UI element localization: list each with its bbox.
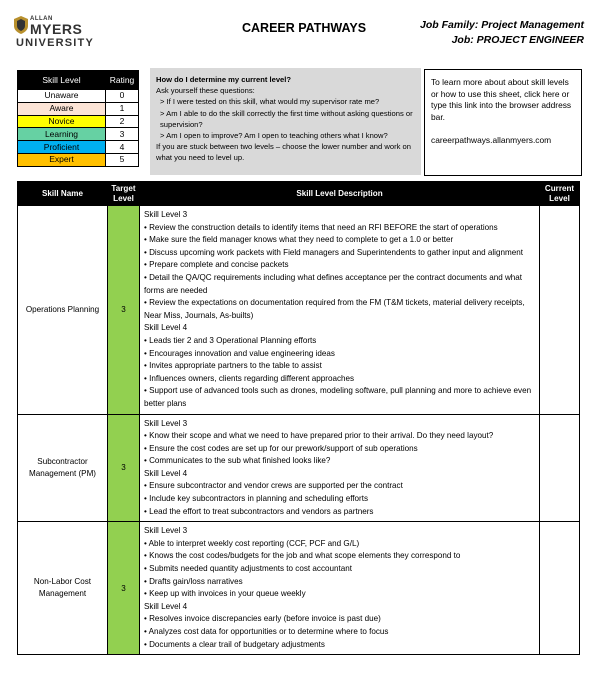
- current-level-input[interactable]: [540, 206, 580, 415]
- description-bullet: • Documents a clear trail of budgetary adjustments: [144, 639, 325, 649]
- page-header: [0, 0, 596, 58]
- description-bullet: • Discuss upcoming work packets with Field managers and Superintendents to gather input and alignment: [144, 247, 523, 257]
- description-bullet: • Keep up with invoices in your queue weekly: [144, 589, 306, 599]
- howto-line: Ask yourself these questions:: [156, 86, 255, 96]
- description-bullet: • Knows the cost codes/budgets for the job and what scope elements they correspond to: [144, 551, 461, 561]
- description-bullet: • Drafts gain/loss narratives: [144, 576, 243, 586]
- description-bullet: • Able to interpret weekly cost reporting (CCF, PCF and G/L): [144, 538, 360, 548]
- skill-level-heading: Skill Level 4: [144, 468, 188, 478]
- legend-level-rating: 2: [106, 115, 139, 128]
- job-title: Job: PROJECT ENGINEER: [451, 34, 584, 46]
- page-title: CAREER PATHWAYS: [242, 21, 367, 35]
- job-info: [420, 18, 584, 48]
- description-bullet: • Analyzes cost data for opportunities or to determine where to focus: [144, 627, 389, 636]
- legend-row: [18, 90, 139, 103]
- skill-description: [140, 414, 540, 522]
- legend-level-label: Unaware: [18, 90, 106, 103]
- legend-level-rating: 1: [106, 102, 139, 115]
- career-pathways-link[interactable]: careerpathways.allanmyers.com: [431, 135, 552, 146]
- skill-level-heading: Skill Level 3: [144, 418, 188, 428]
- current-level-input[interactable]: [540, 522, 580, 655]
- target-level: 3: [108, 414, 140, 522]
- logo-shield-icon: [14, 16, 28, 34]
- allan-myers-logo: [14, 14, 104, 50]
- table-row: [18, 522, 580, 655]
- description-bullet: • Influences owners, clients regarding different approaches: [144, 373, 355, 383]
- description-bullet: • Know their scope and what we need to have prepared prior to their arrival. Do they need layout?: [144, 431, 494, 441]
- header-description: Skill Level Description: [140, 182, 540, 206]
- description-bullet: • Support use of advanced tools such as drones, modeling software, pull planning and more to achieve even better plans: [144, 386, 532, 408]
- legend-level-label: Novice: [18, 115, 106, 128]
- current-level-input[interactable]: [540, 414, 580, 522]
- howto-question: How do I determine my current level?: [156, 75, 292, 84]
- legend-level-label: Proficient: [18, 141, 106, 154]
- table-row: [18, 206, 580, 415]
- description-bullet: • Ensure subcontractor and vendor crews are supported per the contract: [144, 481, 403, 491]
- header-current-level: Current Level: [540, 182, 580, 206]
- skill-level-heading: Skill Level 4: [144, 323, 188, 333]
- legend-row: [18, 102, 139, 115]
- legend-level-label: Aware: [18, 102, 106, 115]
- skill-description: [140, 206, 540, 415]
- howto-box: [150, 68, 421, 175]
- info-text: To learn more about about skill levels or how to use this sheet, click here or type this link into the browser address bar.: [431, 77, 572, 122]
- job-family: Job Family: Project Management: [420, 19, 584, 31]
- description-bullet: • Resolves invoice discrepancies early (before invoice is past due): [144, 614, 381, 624]
- target-level: 3: [108, 522, 140, 655]
- description-bullet: • Review the construction details to identify items that need an RFI BEFORE the start of operations: [144, 222, 498, 232]
- howto-line: If you are stuck between two levels – choose the lower number and work on what you need to level up.: [156, 142, 411, 163]
- howto-line: > Am I open to improve? Am I open to teaching others what I know?: [160, 131, 388, 141]
- description-bullet: • Ensure the cost codes are set up for our prework/support of sub operations: [144, 443, 418, 453]
- logo-university-text: UNIVERSITY: [16, 37, 95, 49]
- logo-small-text: ALLAN: [30, 16, 53, 22]
- skill-level-heading: Skill Level 3: [144, 210, 188, 219]
- header-skill-name: Skill Name: [18, 182, 108, 206]
- skills-table: [17, 181, 580, 655]
- info-box[interactable]: [424, 69, 582, 176]
- description-bullet: • Submits needed quantity adjustments to cost accountant: [144, 564, 352, 574]
- logo-big-text: MYERS: [30, 21, 83, 37]
- skill-name: Operations Planning: [18, 206, 108, 415]
- skill-level-legend: [17, 70, 139, 167]
- legend-row: [18, 115, 139, 128]
- howto-line: > Am I able to do the skill correctly the first time without asking questions or supervision?: [160, 108, 413, 129]
- skill-description: [140, 522, 540, 655]
- skills-header-row: [18, 182, 580, 206]
- description-bullet: • Lead the effort to treat subcontractors and vendors as partners: [144, 506, 374, 516]
- legend-row: [18, 128, 139, 141]
- legend-level-rating: 0: [106, 90, 139, 103]
- skill-name: Non-Labor Cost Management: [18, 522, 108, 655]
- legend-body: [18, 90, 139, 167]
- table-row: [18, 414, 580, 522]
- legend-level-rating: 3: [106, 128, 139, 141]
- legend-level-rating: 5: [106, 153, 139, 166]
- description-bullet: • Invites appropriate partners to the table to assist: [144, 361, 322, 371]
- legend-header-row: [18, 71, 139, 90]
- description-bullet: • Review the expectations on documentation required from the FM (T&M tickets, material delivery receipts, Near Miss, Journals, As-builts): [144, 298, 525, 320]
- skill-level-heading: Skill Level 4: [144, 601, 188, 611]
- description-bullet: • Make sure the field manager knows what they need to complete to get a 1.0 or better: [144, 235, 454, 245]
- skill-name: Subcontractor Management (PM): [18, 414, 108, 522]
- header-target-level: Target Level: [108, 182, 140, 206]
- legend-header-skill: Skill Level: [18, 71, 106, 90]
- legend-header-rating: Rating: [106, 71, 139, 90]
- legend-row: [18, 141, 139, 154]
- legend-level-label: Expert: [18, 153, 106, 166]
- skill-level-heading: Skill Level 3: [144, 526, 188, 536]
- description-bullet: • Detail the QA/QC requirements including what defines acceptance per the contract documents and what forms are needed: [144, 272, 523, 295]
- description-bullet: • Leads tier 2 and 3 Operational Planning efforts: [144, 335, 317, 345]
- description-bullet: • Encourages innovation and value engineering ideas: [144, 348, 335, 358]
- legend-row: [18, 153, 139, 166]
- legend-level-rating: 4: [106, 141, 139, 154]
- skills-body: [18, 206, 580, 655]
- description-bullet: • Prepare complete and concise packets: [144, 260, 289, 270]
- howto-line: > If I were tested on this skill, what would my supervisor rate me?: [160, 97, 380, 107]
- description-bullet: • Include key subcontractors in planning and scheduling efforts: [144, 494, 369, 504]
- legend-level-label: Learning: [18, 128, 106, 141]
- description-bullet: • Communicates to the sub what finished looks like?: [144, 456, 331, 466]
- target-level: 3: [108, 206, 140, 415]
